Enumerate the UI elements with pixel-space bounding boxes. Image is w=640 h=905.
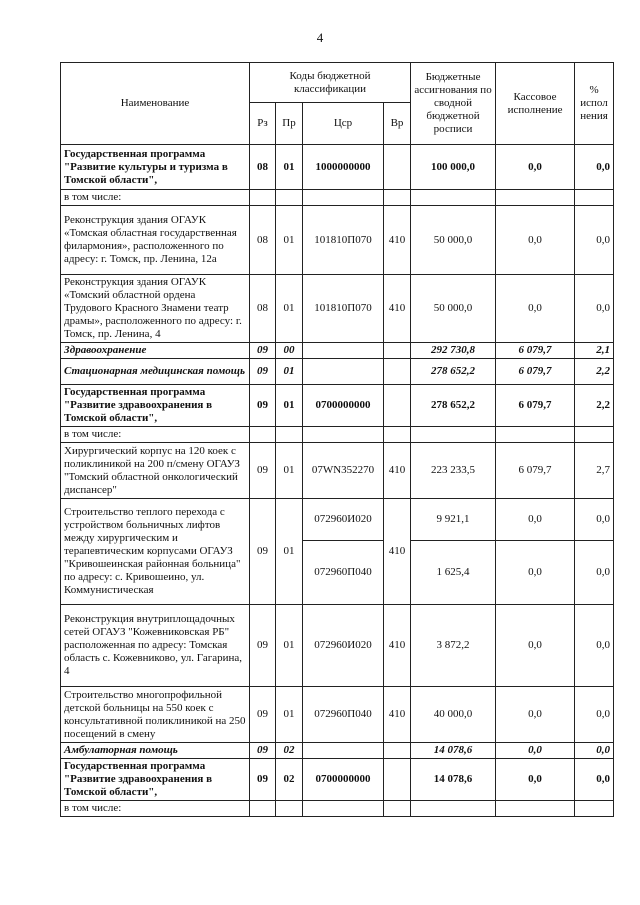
row-budget: 9 921,1 [411,499,496,541]
row-csr [303,359,384,385]
row-budget: 278 652,2 [411,359,496,385]
row-pr: 01 [276,359,303,385]
row-percent: 0,0 [575,541,614,605]
table-row [61,385,614,427]
table-row [61,190,614,206]
row-cash: 6 079,7 [496,443,575,499]
row-pr: 00 [276,343,303,359]
row-csr [303,343,384,359]
row-name: Хирургический корпус на 120 коек с поликлиникой на 200 п/смену ОГАУЗ "Томский областной онкологический диспансер" [61,443,250,499]
row-percent: 0,0 [575,605,614,687]
row-percent: 2,2 [575,385,614,427]
row-name: Государственная программа "Развитие здравоохранения в Томской области", [61,385,250,427]
table-row [61,743,614,759]
row-cash: 0,0 [496,541,575,605]
row-name: Стационарная медицинская помощь [61,359,250,385]
row-name: Строительство многопрофильной детской больницы на 550 коек с консультативной поликлиникой на 250 посещений в смену [61,687,250,743]
table-row [61,206,614,275]
table-row [61,343,614,359]
row-cash: 0,0 [496,275,575,343]
row-budget: 50 000,0 [411,275,496,343]
row-cash: 0,0 [496,605,575,687]
header-codes: Коды бюджетной классификации [250,63,411,103]
row-budget: 50 000,0 [411,206,496,275]
table-row [61,605,614,687]
row-pr: 01 [276,275,303,343]
row-csr [303,743,384,759]
row-percent: 0,0 [575,759,614,801]
row-pr: 01 [276,206,303,275]
row-csr: 072960П040 [303,541,384,605]
row-csr: 072960И020 [303,605,384,687]
row-budget: 14 078,6 [411,759,496,801]
row-pr: 01 [276,499,303,605]
table-row [61,687,614,743]
row-percent: 0,0 [575,206,614,275]
header-pr: Пр [276,103,303,145]
row-rz: 09 [250,605,276,687]
row-budget: 278 652,2 [411,385,496,427]
row-vr: 410 [384,275,411,343]
row-budget: 14 078,6 [411,743,496,759]
table-row [61,499,614,541]
row-name: в том числе: [61,801,250,817]
row-csr: 07WN352270 [303,443,384,499]
row-percent: 0,0 [575,743,614,759]
row-rz: 09 [250,499,276,605]
row-cash: 0,0 [496,743,575,759]
row-pr: 02 [276,743,303,759]
row-budget: 100 000,0 [411,145,496,190]
row-pr: 01 [276,145,303,190]
table-row [61,443,614,499]
row-name: Государственная программа "Развитие здравоохранения в Томской области", [61,759,250,801]
row-percent: 2,7 [575,443,614,499]
row-rz: 09 [250,385,276,427]
row-cash: 6 079,7 [496,359,575,385]
row-budget: 3 872,2 [411,605,496,687]
row-cash: 0,0 [496,499,575,541]
row-cash: 0,0 [496,759,575,801]
row-pr: 01 [276,385,303,427]
row-rz: 09 [250,687,276,743]
table-row [61,145,614,190]
row-name: Строительство теплого перехода с устройством больничных лифтов между хирургическим и терапевтическим корпусами ОГАУЗ "Кривошеинская районная больница" по адресу: с. Кривошеино, ул. Коммунистическая [61,499,250,605]
header-rz: Рз [250,103,276,145]
row-cash: 0,0 [496,145,575,190]
row-vr: 410 [384,687,411,743]
row-rz: 09 [250,443,276,499]
row-vr [384,759,411,801]
row-csr: 101810П070 [303,206,384,275]
row-name: Здравоохранение [61,343,250,359]
row-rz: 09 [250,743,276,759]
row-csr: 1000000000 [303,145,384,190]
row-name: Реконструкция здания ОГАУК «Томская областная государственная филармония», расположенного по адресу: г. Томск, пр. Ленина, 12а [61,206,250,275]
row-name: Государственная программа "Развитие культуры и туризма в Томской области", [61,145,250,190]
row-csr: 072960П040 [303,687,384,743]
row-pr: 02 [276,759,303,801]
row-rz: 09 [250,343,276,359]
row-csr: 101810П070 [303,275,384,343]
row-cash: 0,0 [496,206,575,275]
table-row [61,359,614,385]
row-name: в том числе: [61,190,250,206]
row-percent: 0,0 [575,275,614,343]
row-cash: 6 079,7 [496,343,575,359]
row-name: Реконструкция внутриплощадочных сетей ОГАУЗ "Кожевниковская РБ" расположенная по адресу: Томская область с. Кожевниково, ул. Гагарина, 4 [61,605,250,687]
header-percent: % испол нения [575,63,614,145]
row-percent: 0,0 [575,499,614,541]
row-vr: 410 [384,206,411,275]
header-budget: Бюджетные ассигнования по сводной бюджетной росписи [411,63,496,145]
header-cash: Кассовое исполнение [496,63,575,145]
row-cash: 0,0 [496,687,575,743]
row-vr [384,743,411,759]
header-name: Наименование [61,63,250,145]
header-csr: Цср [303,103,384,145]
row-vr: 410 [384,499,411,605]
row-vr [384,359,411,385]
row-name: Амбулаторная помощь [61,743,250,759]
header-vr: Вр [384,103,411,145]
table-row [61,759,614,801]
table-row [61,275,614,343]
row-percent: 0,0 [575,145,614,190]
row-pr: 01 [276,443,303,499]
row-csr: 0700000000 [303,759,384,801]
row-rz: 09 [250,759,276,801]
row-vr [384,385,411,427]
row-rz: 09 [250,359,276,385]
row-vr [384,145,411,190]
row-rz: 08 [250,206,276,275]
row-csr: 072960И020 [303,499,384,541]
row-vr: 410 [384,605,411,687]
row-cash: 6 079,7 [496,385,575,427]
row-vr [384,343,411,359]
row-name: Реконструкция здания ОГАУК «Томский областной ордена Трудового Красного Знамени театр драмы», расположенного по адресу: г. Томск, пр. Ленина, 4 [61,275,250,343]
budget-table [60,62,614,817]
row-budget: 1 625,4 [411,541,496,605]
row-pr: 01 [276,687,303,743]
page-number: 4 [316,30,324,45]
row-budget: 40 000,0 [411,687,496,743]
table-row [61,427,614,443]
row-budget: 223 233,5 [411,443,496,499]
row-percent: 2,1 [575,343,614,359]
row-csr: 0700000000 [303,385,384,427]
row-name: в том числе: [61,427,250,443]
row-percent: 0,0 [575,687,614,743]
table-row [61,801,614,817]
row-budget: 292 730,8 [411,343,496,359]
row-vr: 410 [384,443,411,499]
row-percent: 2,2 [575,359,614,385]
row-rz: 08 [250,275,276,343]
row-pr: 01 [276,605,303,687]
row-rz: 08 [250,145,276,190]
